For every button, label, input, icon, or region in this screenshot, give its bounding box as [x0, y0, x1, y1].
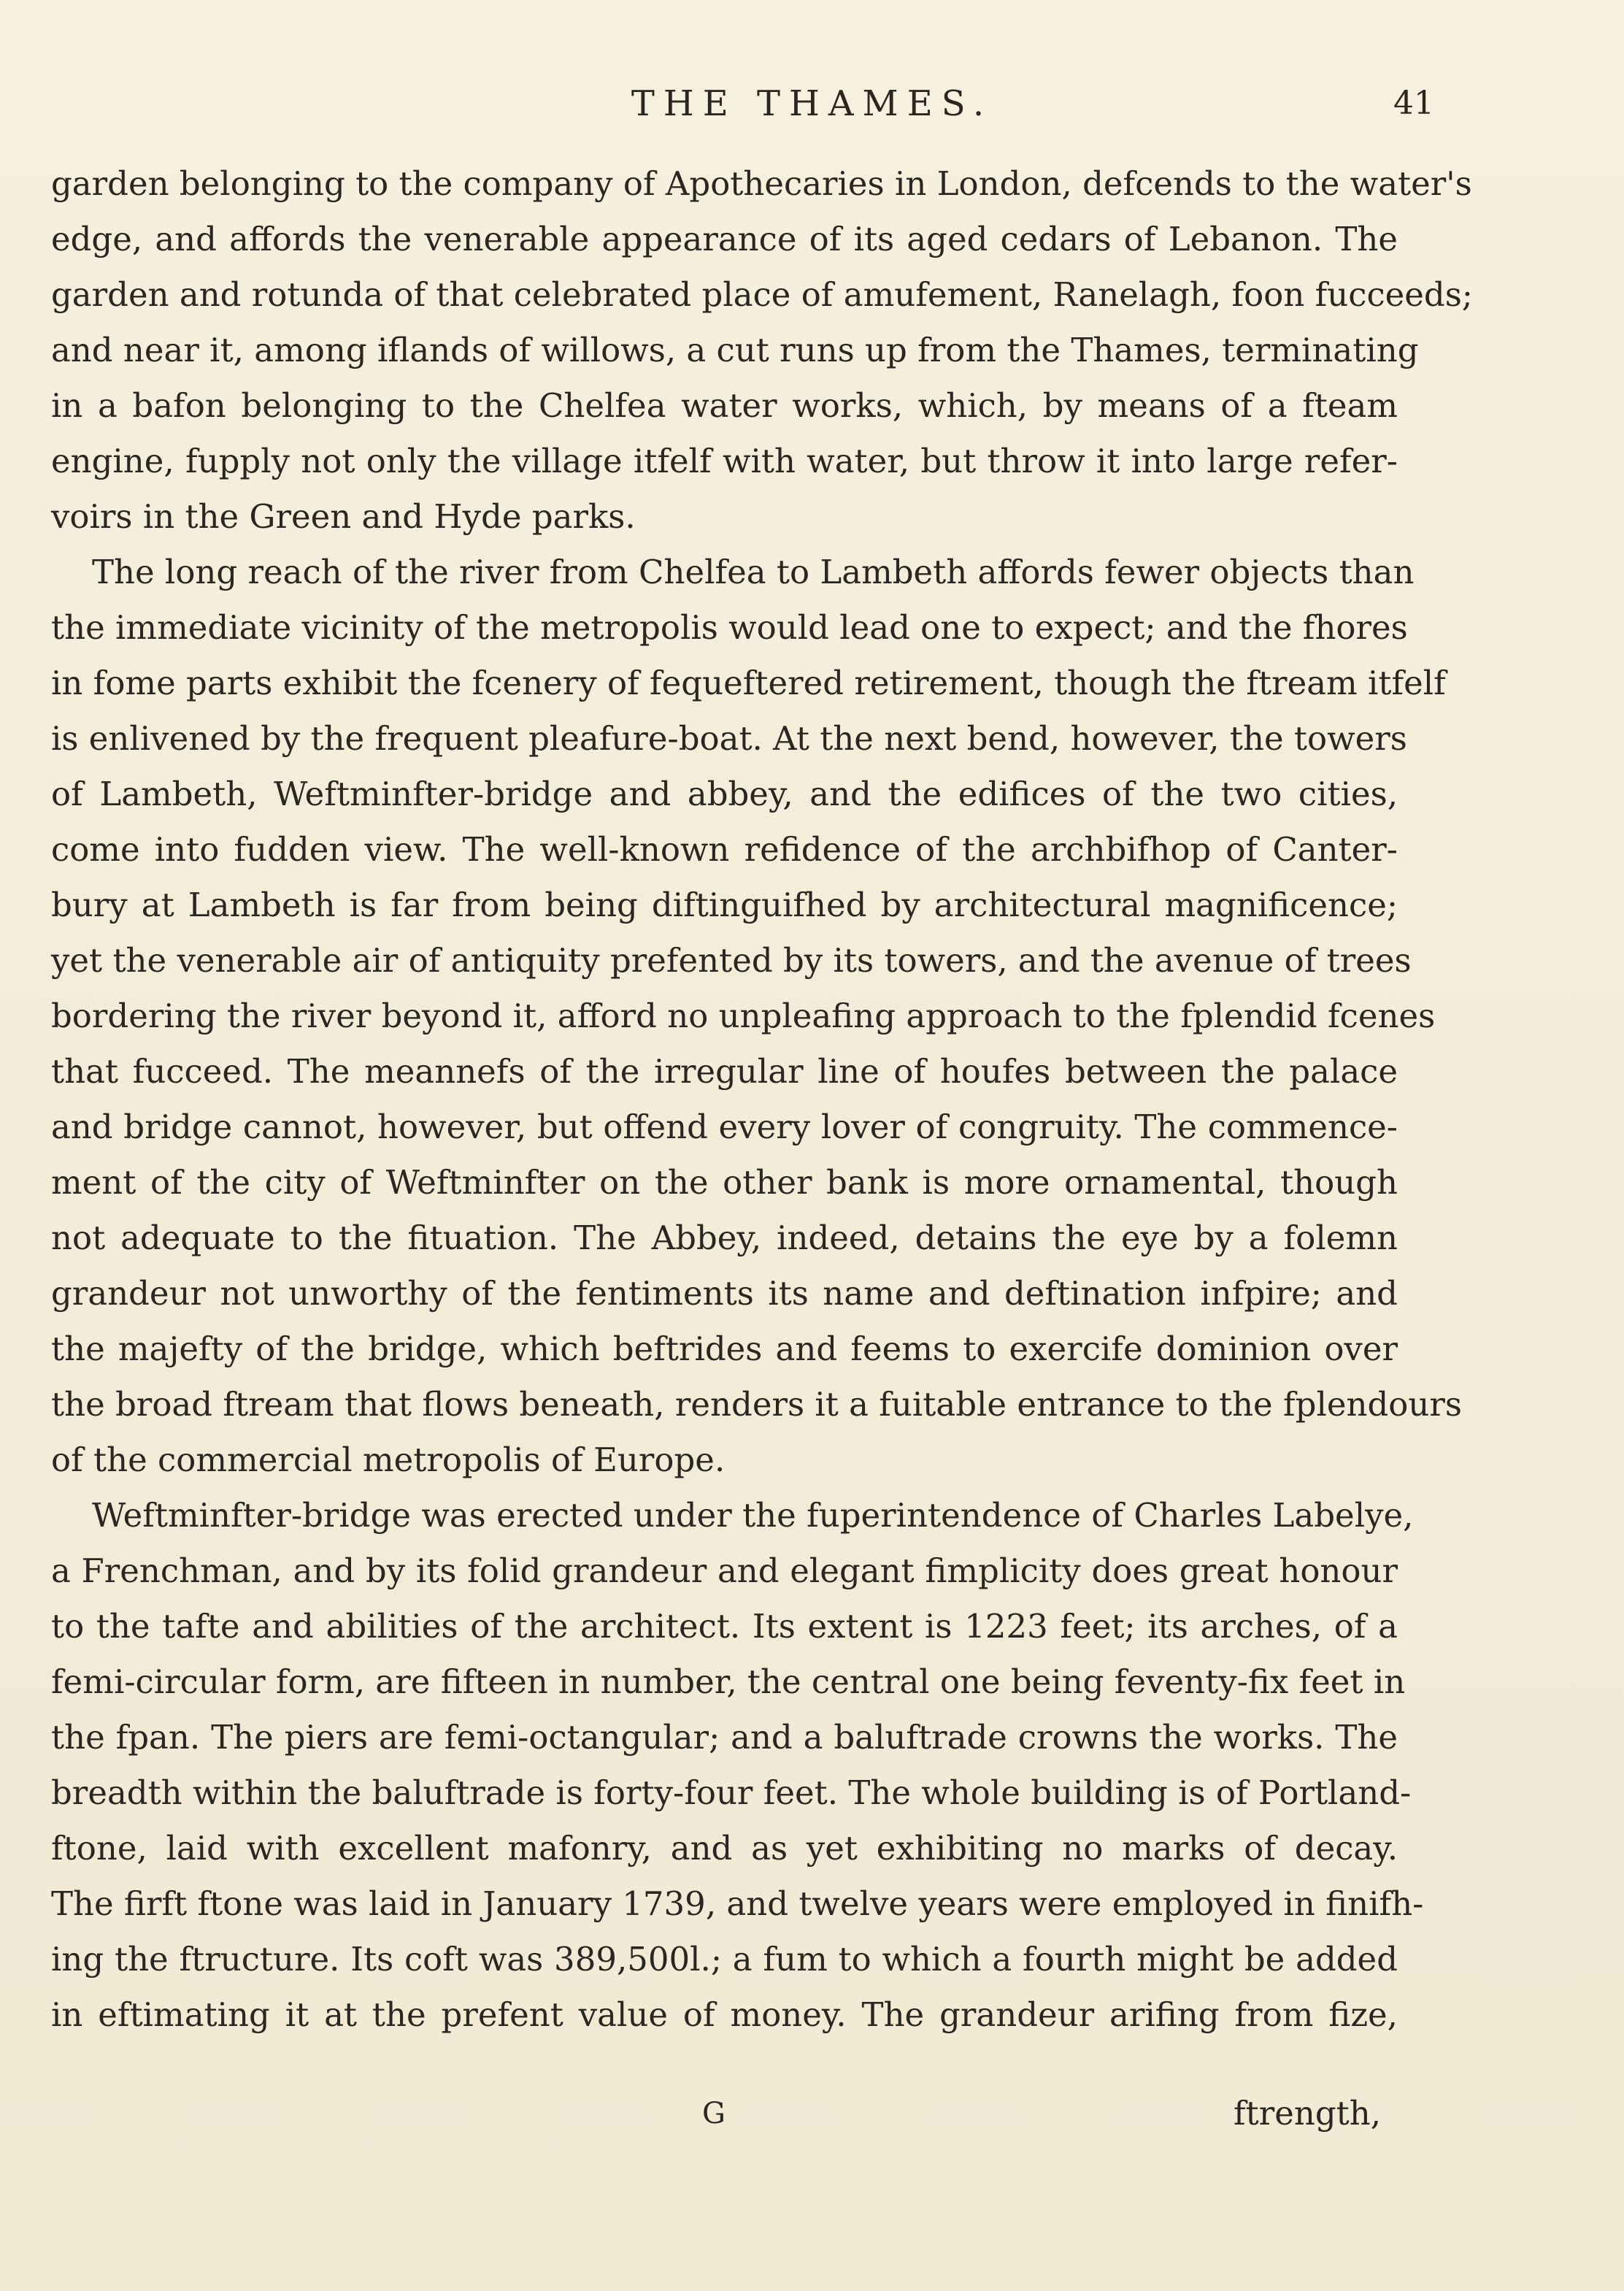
text-line: voirs in the Green and Hyde parks. — [51, 497, 636, 536]
text-line: yet the venerable air of antiquity prefented by its towers, and the avenue of trees — [51, 941, 1412, 980]
text-line: Weftminfter-bridge was erected under the fuperintendence of Charles Labelye, — [92, 1496, 1414, 1535]
text-line: a Frenchman, and by its folid grandeur and elegant fimplicity does great honour — [51, 1551, 1398, 1590]
text-line: bury at Lambeth is far from being diftinguifhed by architectural magnificence; — [51, 886, 1398, 924]
catchword: ftrength, — [1234, 2094, 1382, 2133]
text-line: the majefty of the bridge, which beftrides and feems to exercife dominion over — [51, 1329, 1398, 1368]
text-line: breadth within the baluftrade is forty-four feet. The whole building is of Portland- — [51, 1773, 1412, 1812]
text-line: that fucceed. The meannefs of the irregular line of houfes between the palace — [51, 1052, 1398, 1091]
text-line: femi-circular form, are fifteen in number, the central one being feventy-fix feet in — [51, 1662, 1406, 1701]
text-line: not adequate to the fituation. The Abbey, indeed, detains the eye by a folemn — [51, 1219, 1398, 1257]
text-line: ing the ftructure. Its coft was 389,500l.; a fum to which a fourth might be added — [51, 1940, 1398, 1979]
text-line: ftone, laid with excellent mafonry, and as yet exhibiting no marks of decay. — [51, 1829, 1398, 1868]
text-line: to the tafte and abilities of the architect. Its extent is 1223 feet; its arches, of a — [51, 1607, 1398, 1646]
text-line: come into fudden view. The well-known refidence of the archbifhop of Canter- — [51, 830, 1398, 869]
text-line: The firft ftone was laid in January 1739, and twelve years were employed in finifh- — [51, 1884, 1424, 1923]
page-footer — [0, 2088, 1624, 2139]
text-line: edge, and affords the venerable appearance of its aged cedars of Lebanon. The — [51, 220, 1398, 258]
text-line: grandeur not unworthy of the fentiments its name and deftination infpire; and — [51, 1274, 1398, 1313]
text-line: in fome parts exhibit the fcenery of fequeftered retirement, though the ftream itfelf — [51, 664, 1446, 702]
text-line: engine, fupply not only the village itfelf with water, but throw it into large refer- — [51, 442, 1398, 480]
page-number: 41 — [1393, 85, 1434, 122]
text-line: of the commercial metropolis of Europe. — [51, 1440, 726, 1479]
text-line: The long reach of the river from Chelfea to Lambeth affords fewer objects than — [92, 553, 1415, 591]
text-line: and near it, among iflands of willows, a cut runs up from the Thames, terminating — [51, 331, 1419, 369]
running-title: THE THAMES. — [631, 83, 993, 124]
signature-mark: G — [702, 2097, 726, 2130]
text-line: the fpan. The piers are femi-octangular; and a baluftrade crowns the works. The — [51, 1718, 1398, 1757]
text-line: ment of the city of Weftminfter on the other bank is more ornamental, though — [51, 1163, 1398, 1202]
text-line: garden belonging to the company of Apothecaries in London, defcends to the water's — [51, 164, 1472, 203]
text-line: the broad ftream that flows beneath, renders it a fuitable entrance to the fplendours — [51, 1385, 1462, 1424]
text-line: of Lambeth, Weftminfter-bridge and abbey, and the edifices of the two cities, — [51, 775, 1398, 813]
body-text — [51, 156, 1473, 2043]
text-line: bordering the river beyond it, afford no unpleafing approach to the fplendid fcenes — [51, 997, 1436, 1035]
text-line: and bridge cannot, however, but offend every lover of congruity. The commence- — [51, 1108, 1398, 1146]
text-line: garden and rotunda of that celebrated place of amufement, Ranelagh, foon fucceeds; — [51, 275, 1473, 314]
running-head — [0, 82, 1624, 126]
text-line: is enlivened by the frequent pleafure-boat. At the next bend, however, the towers — [51, 719, 1407, 758]
text-line: the immediate vicinity of the metropolis would lead one to expect; and the fhores — [51, 608, 1408, 647]
text-line: in eftimating it at the prefent value of money. The grandeur arifing from fize, — [51, 1995, 1398, 2034]
text-line: in a bafon belonging to the Chelfea water works, which, by means of a fteam — [51, 386, 1398, 425]
